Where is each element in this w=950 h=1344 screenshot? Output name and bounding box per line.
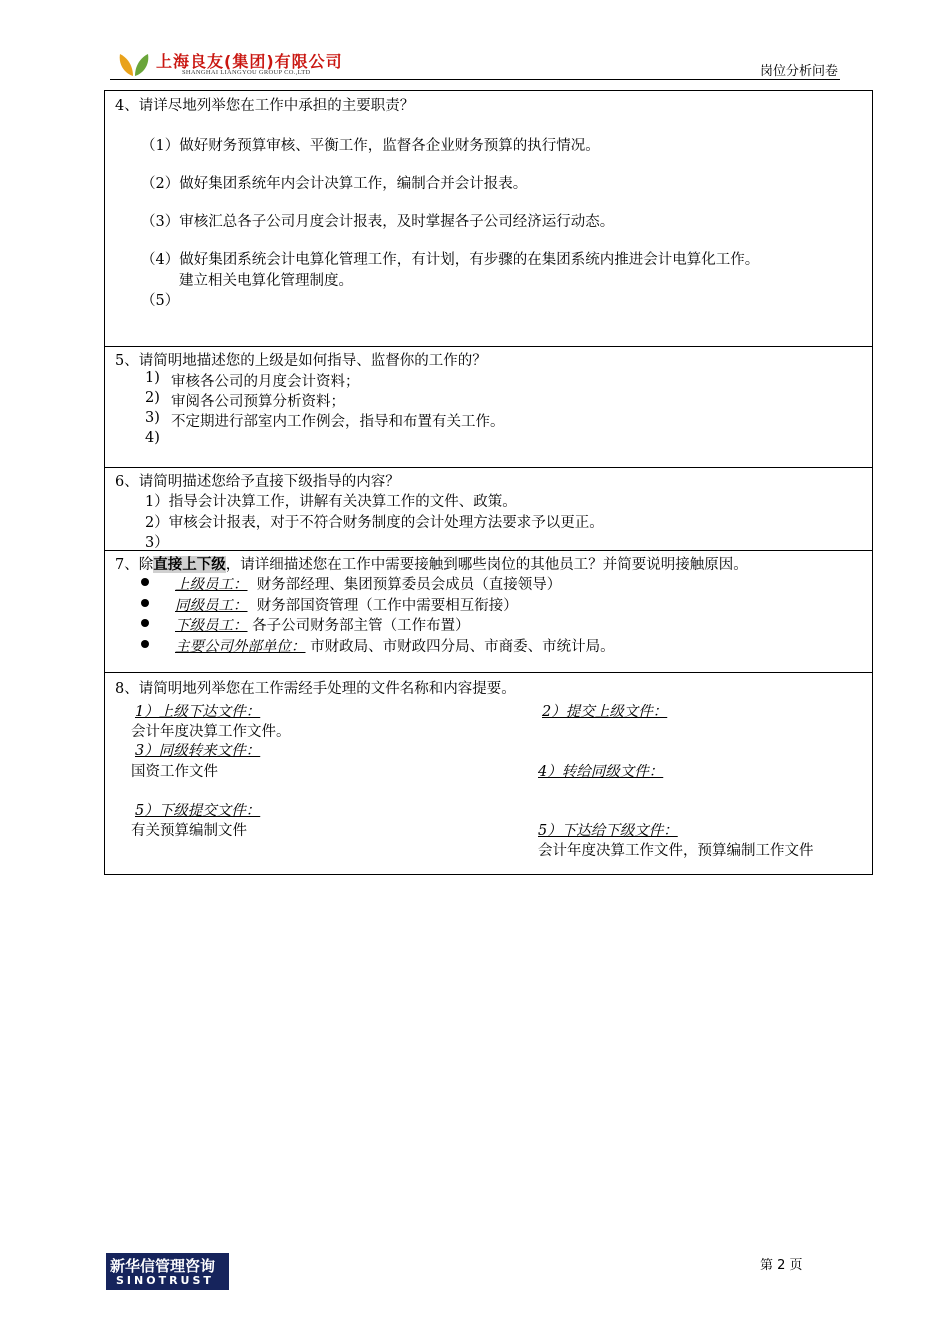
list-number: 1) — [145, 370, 160, 386]
document-title: 岗位分析问卷 — [759, 64, 838, 79]
questionnaire-table — [104, 90, 873, 875]
question-7-prefix: 7、除 — [115, 557, 154, 573]
file-text: 国资工作文件 — [131, 764, 218, 780]
page-number: 第 2 页 — [760, 1258, 803, 1273]
question-4-text: 4、请详尽地列举您在工作中承担的主要职责？ — [115, 98, 415, 114]
list-item: （2）做好集团系统年内会计决算工作，编制合并会计报表。 — [141, 176, 528, 192]
header-divider — [110, 79, 840, 80]
bullet-icon — [141, 640, 149, 648]
leaf-logo-icon — [116, 48, 152, 78]
list-item: 3） — [145, 535, 169, 551]
company-name-cn: 上海良友(集团)有限公司 — [156, 52, 343, 71]
list-item: 2）审核会计报表，对于不符合财务制度的会计处理方法要求予以更正。 — [145, 515, 604, 531]
contact-label: 同级员工： — [175, 598, 248, 614]
contact-text: 各子公司财务部主管（工作布置） — [252, 618, 470, 634]
company-logo — [116, 48, 396, 78]
question-7-suffix: ，请详细描述您在工作中需要接触到哪些岗位的其他员工？并简要说明接触原因。 — [225, 557, 748, 573]
list-item: 1）指导会计决算工作，讲解有关决算工作的文件、政策。 — [145, 494, 517, 510]
list-item: （3）审核汇总各子公司月度会计报表，及时掌握各子公司经济运行动态。 — [141, 214, 615, 230]
list-item-continuation: 建立相关电算化管理制度。 — [179, 273, 353, 289]
bullet-icon — [141, 619, 149, 627]
contact-row — [175, 635, 615, 656]
file-text: 会计年度决算工作文件。 — [131, 724, 291, 740]
consultancy-logo — [106, 1253, 229, 1290]
question-5-text: 5、请简明地描述您的上级是如何指导、监督你的工作的？ — [115, 353, 487, 369]
file-label: 5）下达给下级文件： — [538, 823, 678, 839]
question-7-emphasis: 直接上下级 — [153, 556, 226, 573]
question-6-text: 6、请简明描述您给予直接下级指导的内容？ — [115, 474, 400, 490]
consultancy-name-en: SINOTRUST — [116, 1274, 214, 1287]
list-number: 3) — [145, 410, 160, 426]
contact-text: 财务部经理、集团预算委员会成员（直接领导） — [256, 577, 562, 593]
question-8-text: 8、请简明地列举您在工作需经手处理的文件名称和内容提要。 — [115, 681, 516, 697]
question-7-section — [105, 550, 872, 672]
file-label: 3）同级转来文件： — [135, 743, 261, 759]
file-text: 会计年度决算工作文件，预算编制工作文件 — [538, 843, 814, 859]
list-item: 不定期进行部室内工作例会，指导和布置有关工作。 — [171, 414, 505, 430]
contact-text: 市财政局、市财政四分局、市商委、市统计局。 — [310, 639, 615, 655]
file-text: 有关预算编制文件 — [131, 823, 247, 839]
file-label: 4）转给同级文件： — [538, 764, 664, 780]
contact-label: 上级员工： — [175, 577, 248, 593]
list-item: 审核各公司的月度会计资料； — [171, 374, 360, 390]
bullet-icon — [141, 599, 149, 607]
list-item: 审阅各公司预算分析资料； — [171, 394, 345, 410]
list-item: （4）做好集团系统会计电算化管理工作，有计划，有步骤的在集团系统内推进会计电算化工作。 — [141, 252, 760, 268]
contact-row — [175, 614, 470, 635]
file-label: 2）提交上级文件： — [542, 704, 668, 720]
question-8-section — [105, 672, 872, 874]
list-number: 4) — [145, 430, 160, 446]
file-label: 5）下级提交文件： — [135, 803, 261, 819]
page-header — [110, 44, 840, 78]
question-6-section — [105, 467, 872, 550]
bullet-icon — [141, 578, 149, 586]
question-7-text — [115, 553, 748, 574]
company-name-en: SHANGHAI LIANGYOU GROUP CO.,LTD — [182, 69, 311, 76]
list-item: （1）做好财务预算审核、平衡工作，监督各企业财务预算的执行情况。 — [141, 138, 600, 154]
file-label: 1）上级下达文件： — [135, 704, 261, 720]
contact-text: 财务部国资管理（工作中需要相互衔接） — [256, 598, 518, 614]
list-item: （5） — [141, 293, 180, 309]
list-number: 2) — [145, 390, 160, 406]
question-5-section — [105, 346, 872, 467]
contact-label: 下级员工： — [175, 618, 248, 634]
consultancy-name-cn: 新华信管理咨询 — [110, 1257, 216, 1275]
contact-label: 主要公司外部单位： — [175, 639, 306, 655]
contact-row — [175, 594, 518, 615]
question-4-section — [105, 91, 872, 346]
contact-row — [175, 573, 561, 594]
